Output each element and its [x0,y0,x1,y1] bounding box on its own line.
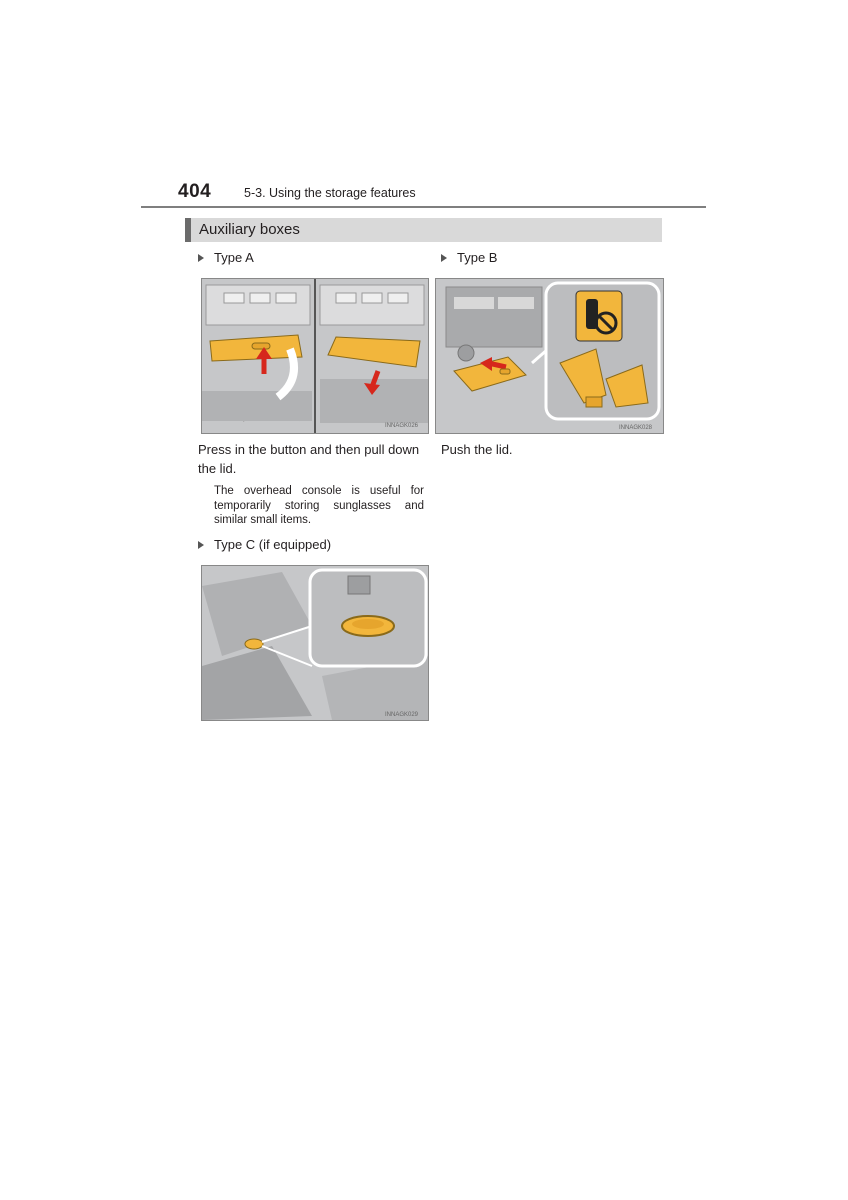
bullet-triangle-icon [198,541,204,549]
type-a-illustration [201,278,429,434]
type-c-label-text: Type C (if equipped) [214,537,332,552]
type-a-figure-code: INNAGK026 [385,423,419,429]
type-c-illustration [201,565,429,721]
type-a-caption: Press in the button and then pull down the lid. [198,442,420,476]
type-c-figure-code: INNAGK029 [385,712,419,718]
bullet-triangle-icon [198,254,204,262]
type-a-label-text: Type A [214,250,254,265]
type-b-label-text: Type B [457,250,498,265]
type-b-caption: Push the lid. [441,442,513,457]
header-rule [141,206,706,208]
type-b-illustration [435,278,664,434]
type-c-label [198,537,331,552]
type-b-label [441,250,497,265]
type-b-figure-code: INNAGK028 [619,425,653,431]
bullet-triangle-icon [441,254,447,262]
type-a-note: The overhead console is useful for temporarily storing sunglasses and similar small items. [214,485,424,526]
section-title: 5-3. Using the storage features [244,186,416,200]
section-heading [185,218,662,242]
section-heading-text: Auxiliary boxes [199,221,300,238]
type-a-label [198,250,254,265]
page-number: 404 [178,181,212,202]
